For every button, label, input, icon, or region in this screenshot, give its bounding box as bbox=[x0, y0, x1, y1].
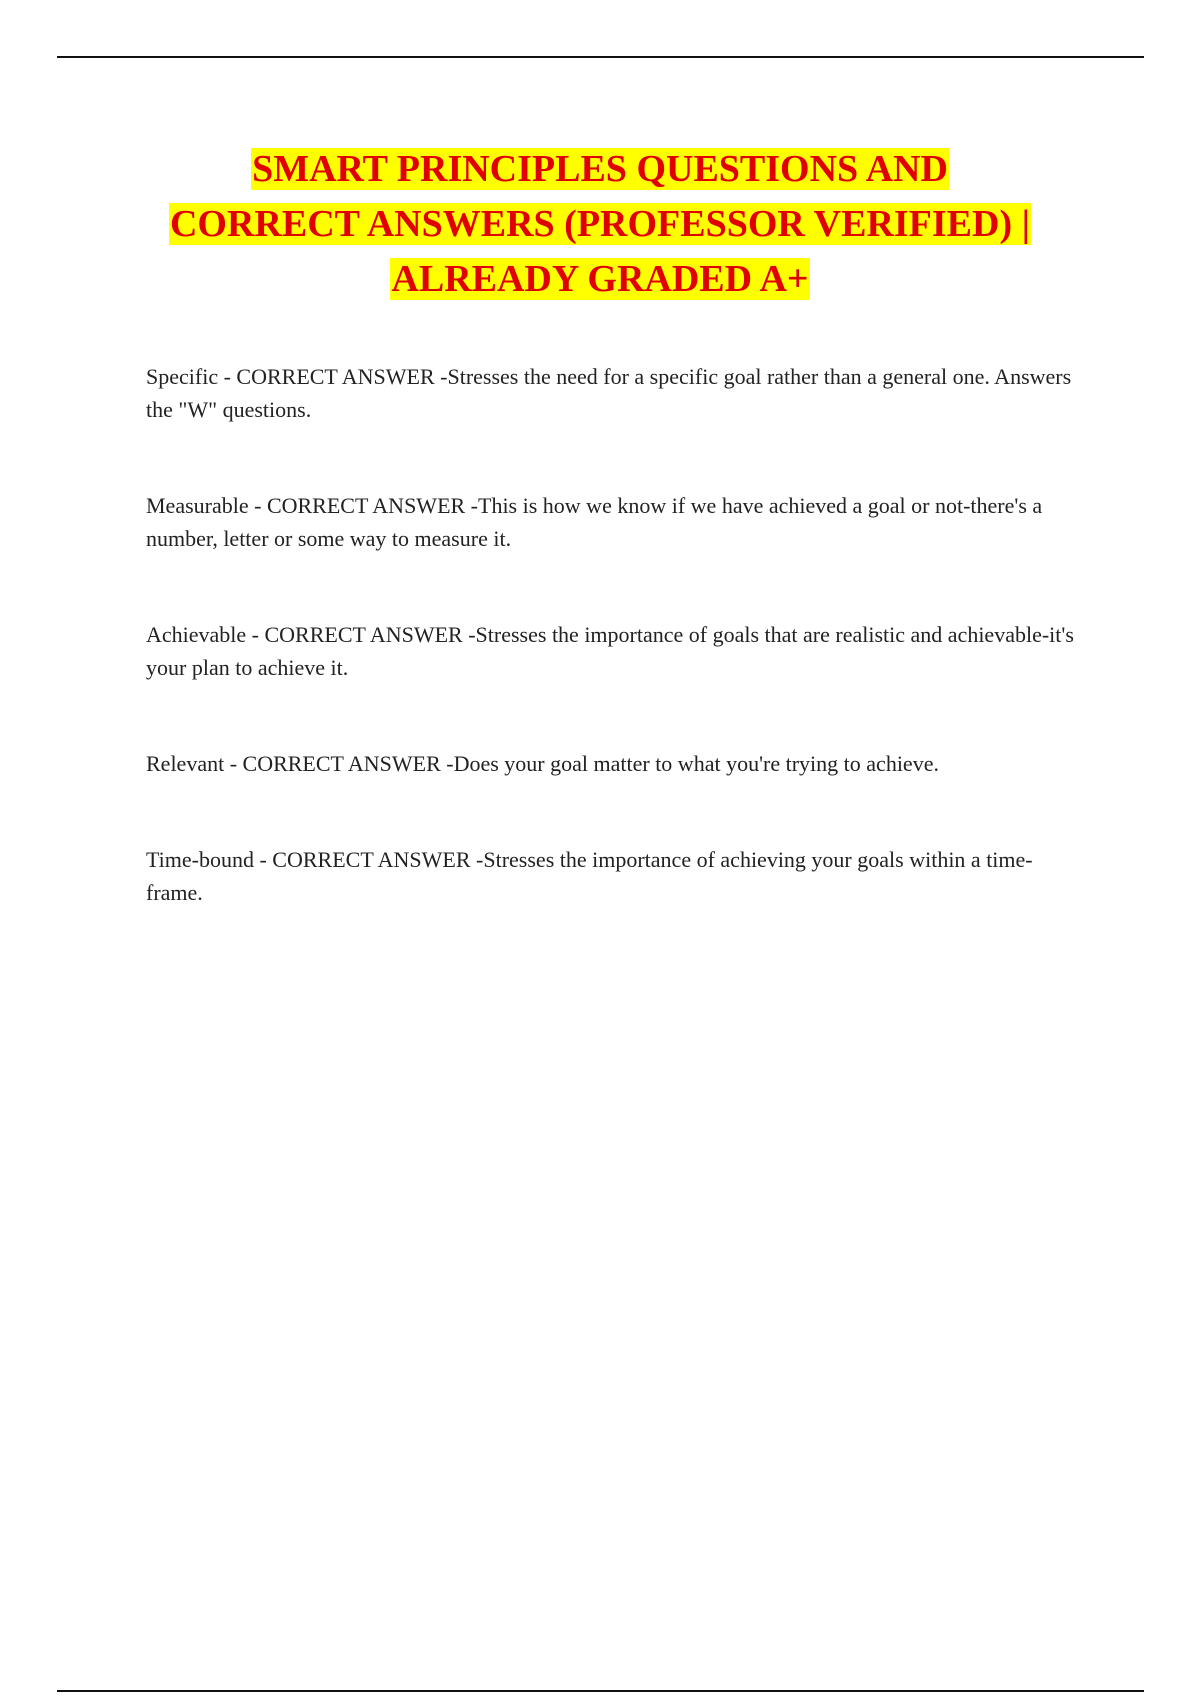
qa-item-achievable: Achievable - CORRECT ANSWER -Stresses the importance of goals that are realistic and achievable-it's your plan to achieve it. bbox=[146, 622, 1074, 680]
top-rule bbox=[57, 56, 1144, 58]
qa-item-measurable: Measurable - CORRECT ANSWER -This is how we know if we have achieved a goal or not-there's a number, letter or some way to measure it. bbox=[146, 493, 1043, 551]
title-line-2 bbox=[100, 197, 1100, 252]
page-title bbox=[100, 142, 1100, 307]
qa-item-relevant: Relevant - CORRECT ANSWER -Does your goal matter to what you're trying to achieve. bbox=[146, 751, 939, 776]
bottom-rule bbox=[57, 1690, 1144, 1692]
qa-list bbox=[146, 360, 1086, 972]
title-line-3-text: ALREADY GRADED A+ bbox=[391, 258, 809, 300]
qa-item-specific: Specific - CORRECT ANSWER -Stresses the need for a specific goal rather than a general one. Answers the "W" questions. bbox=[146, 364, 1072, 422]
title-line-2-text: CORRECT ANSWERS (PROFESSOR VERIFIED) | bbox=[169, 203, 1030, 245]
title-line-1 bbox=[100, 142, 1100, 197]
title-line-3 bbox=[100, 252, 1100, 307]
title-line-1-text: SMART PRINCIPLES QUESTIONS AND bbox=[252, 148, 948, 190]
qa-item-time-bound: Time-bound - CORRECT ANSWER -Stresses the importance of achieving your goals within a time-frame. bbox=[146, 847, 1033, 905]
